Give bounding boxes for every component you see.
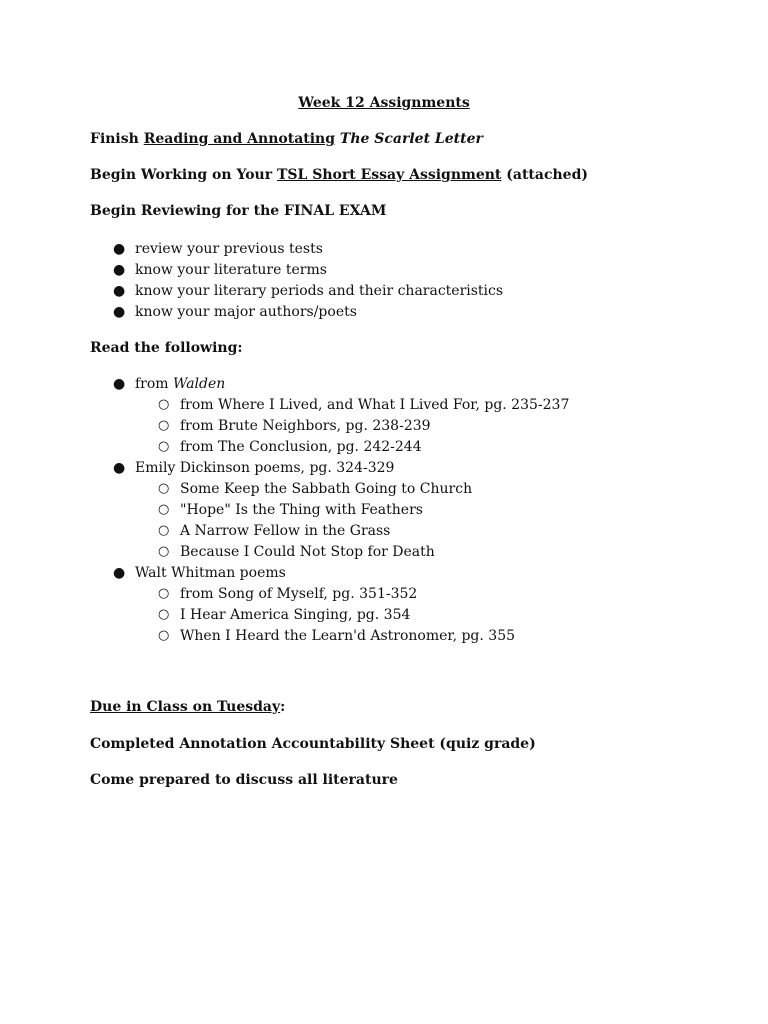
reading-item: Walt Whitman poems: [135, 565, 286, 581]
begin-working-suffix: (attached): [506, 167, 588, 183]
sub-bullet-icon: ○: [158, 586, 170, 601]
reading-subitem: Some Keep the Sabbath Going to Church: [180, 481, 473, 497]
due-line: [90, 698, 285, 716]
bullet-icon: ●: [113, 262, 126, 278]
begin-working-prefix: Begin Working on Your: [90, 167, 273, 183]
reading-subitem: from Song of Myself, pg. 351-352: [180, 586, 418, 602]
come-prepared-line: Come prepared to discuss all literature: [90, 772, 398, 788]
sub-bullet-icon: ○: [158, 502, 170, 517]
finish-prefix: Finish: [90, 131, 139, 147]
essay-assignment-link[interactable]: TSL Short Essay Assignment: [277, 167, 502, 183]
bullet-icon: ●: [113, 376, 126, 392]
reading-prefix: from: [135, 376, 174, 392]
bullet-icon: ●: [113, 460, 126, 476]
review-item: review your previous tests: [135, 241, 323, 257]
bullet-icon: ●: [113, 304, 126, 320]
reading-subitem: I Hear America Singing, pg. 354: [180, 607, 411, 623]
reading-annotating-link: Reading and Annotating: [143, 131, 336, 147]
bullet-icon: ●: [113, 283, 126, 299]
bullet-icon: ●: [113, 241, 126, 257]
due-colon: :: [280, 699, 286, 715]
review-item: know your major authors/poets: [135, 304, 357, 320]
reading-item: [135, 375, 225, 393]
reading-subitem: from The Conclusion, pg. 242-244: [180, 439, 422, 455]
book-title: The Scarlet Letter: [339, 131, 483, 147]
sub-bullet-icon: ○: [158, 418, 170, 433]
read-heading: Read the following:: [90, 340, 243, 356]
bullet-icon: ●: [113, 565, 126, 581]
sub-bullet-icon: ○: [158, 481, 170, 496]
sub-bullet-icon: ○: [158, 439, 170, 454]
reading-subitem: "Hope" Is the Thing with Feathers: [180, 502, 423, 518]
finish-line: [90, 130, 483, 148]
reading-subitem: When I Heard the Learn'd Astronomer, pg. 355: [180, 628, 516, 644]
sub-bullet-icon: ○: [158, 523, 170, 538]
reading-subitem: A Narrow Fellow in the Grass: [180, 523, 391, 539]
begin-reviewing-line: Begin Reviewing for the FINAL EXAM: [90, 203, 387, 219]
reading-work-title: Walden: [173, 376, 226, 392]
reading-subitem: from Where I Lived, and What I Lived For, pg. 235-237: [180, 397, 570, 413]
sub-bullet-icon: ○: [158, 628, 170, 643]
review-item: know your literary periods and their characteristics: [135, 283, 504, 299]
reading-subitem: from Brute Neighbors, pg. 238-239: [180, 418, 431, 434]
reading-subitem: Because I Could Not Stop for Death: [180, 544, 435, 560]
begin-working-line: [90, 166, 588, 184]
review-item: know your literature terms: [135, 262, 327, 278]
due-label: Due in Class on Tuesday: [90, 699, 281, 715]
sub-bullet-icon: ○: [158, 607, 170, 622]
completed-sheet-line: Completed Annotation Accountability Sheet (quiz grade): [90, 736, 536, 752]
sub-bullet-icon: ○: [158, 544, 170, 559]
page-title: Week 12 Assignments: [298, 95, 470, 111]
sub-bullet-icon: ○: [158, 397, 170, 412]
reading-item: Emily Dickinson poems, pg. 324-329: [135, 460, 395, 476]
